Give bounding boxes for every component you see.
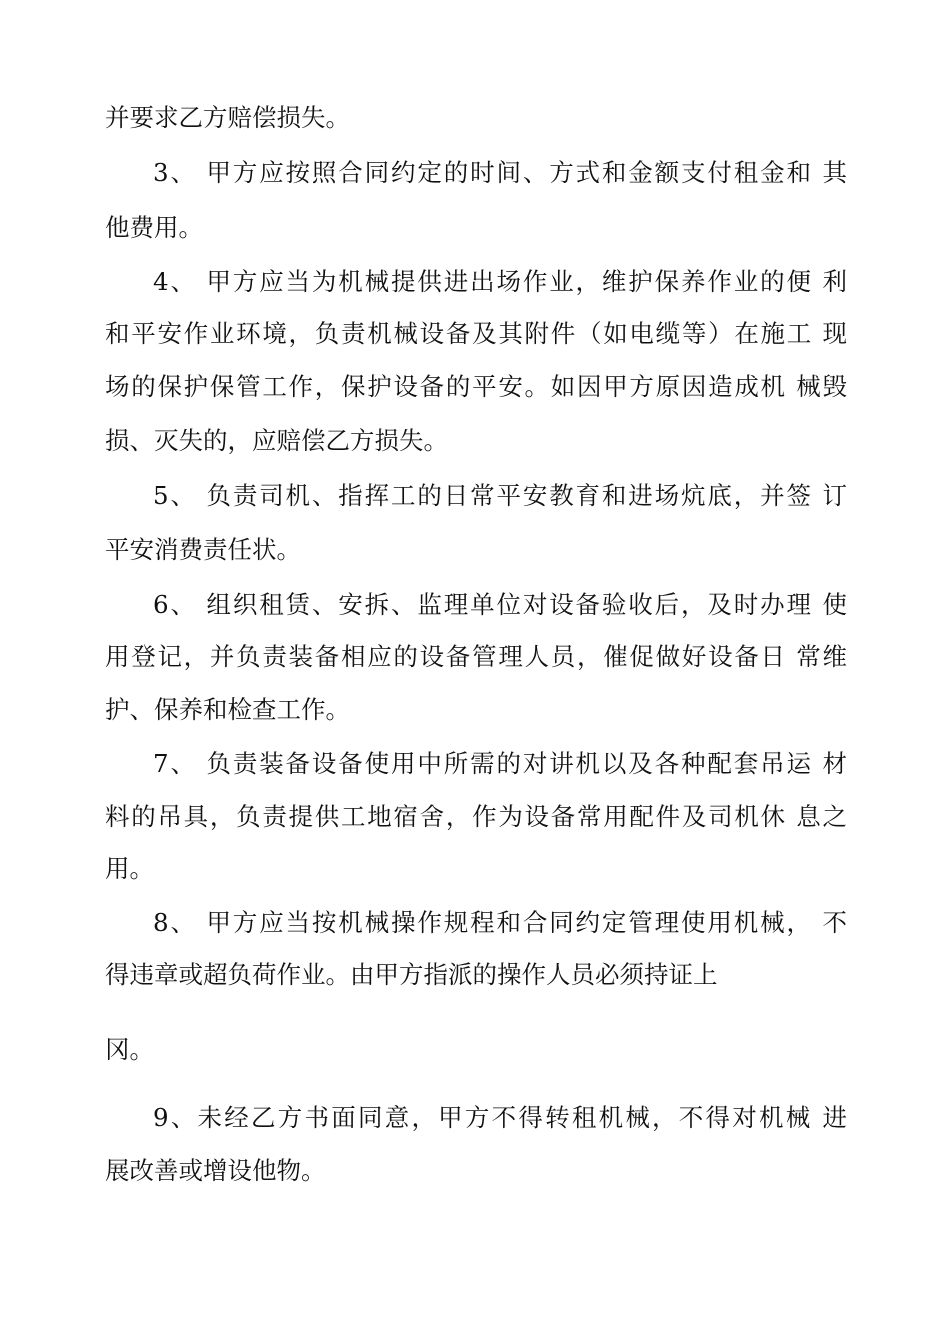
paragraph-line: 展改善或增设他物。 — [105, 1156, 326, 1185]
paragraph-line: 得违章或超负荷作业。由甲方指派的操作人员必须持证上 — [105, 960, 718, 989]
paragraph-line: 用。 — [105, 854, 154, 883]
paragraph-line: 料的吊具，负责提供工地宿舍，作为设备常用配件及司机休 息之 — [105, 802, 847, 831]
paragraph-line: 护、保养和检查工作。 — [105, 695, 350, 724]
paragraph-line: 平安消费责任状。 — [105, 535, 301, 564]
paragraph-line: 8、 甲方应当按机械操作规程和合同约定管理使用机械， 不 — [153, 908, 847, 937]
paragraph-line: 场的保护保管工作，保护设备的平安。如因甲方原因造成机 械毁 — [105, 372, 847, 401]
paragraph-line: 5、 负责司机、指挥工的日常平安教育和进场炕底，并签 订 — [153, 481, 847, 510]
paragraph-line: 4、 甲方应当为机械提供进出场作业，维护保养作业的便 利 — [153, 267, 847, 296]
paragraph-line: 并要求乙方赔偿损失。 — [105, 103, 350, 132]
paragraph-line: 7、 负责装备设备使用中所需的对讲机以及各种配套吊运 材 — [153, 749, 847, 778]
paragraph-line: 3、 甲方应按照合同约定的时间、方式和金额支付租金和 其 — [153, 158, 847, 187]
paragraph-line: 和平安作业环境，负责机械设备及其附件（如电缆等）在施工 现 — [105, 319, 847, 348]
paragraph-line: 冈。 — [105, 1035, 154, 1064]
paragraph-line: 用登记，并负责装备相应的设备管理人员，催促做好设备日 常维 — [105, 642, 847, 671]
paragraph-line: 他费用。 — [105, 213, 203, 242]
paragraph-line: 9、未经乙方书面同意，甲方不得转租机械，不得对机械 进 — [153, 1103, 847, 1132]
paragraph-line: 损、灭失的，应赔偿乙方损失。 — [105, 426, 448, 455]
paragraph-line: 6、 组织租赁、安拆、监理单位对设备验收后，及时办理 使 — [153, 590, 847, 619]
